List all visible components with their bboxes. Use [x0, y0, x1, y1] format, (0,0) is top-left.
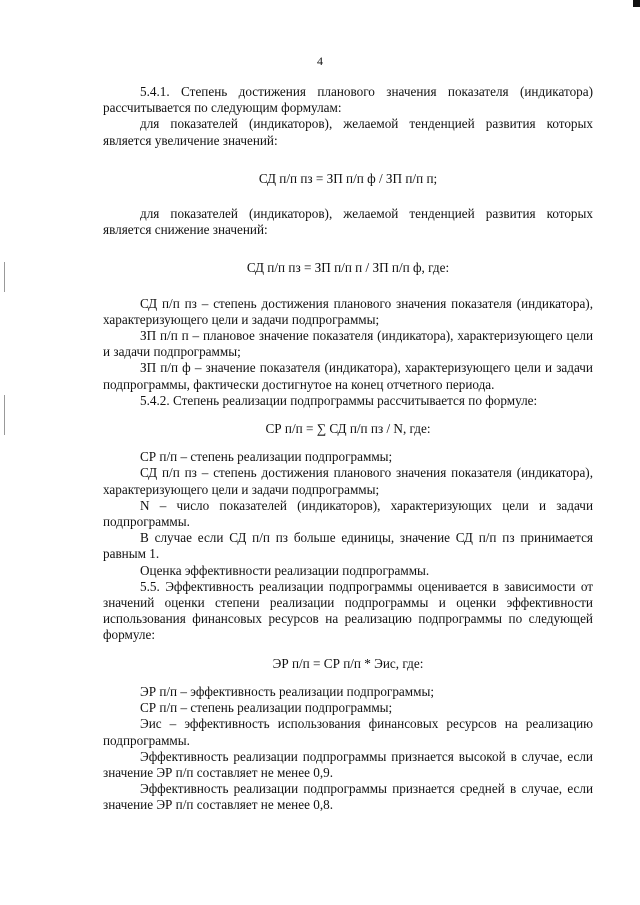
- paragraph: 5.4.1. Степень достижения планового значения показателя (индикатора) рассчитывается по следующим формулам:: [103, 84, 593, 116]
- paragraph: ЗП п/п п – плановое значение показателя (индикатора), характеризующего цели и задачи подпрограммы;: [103, 328, 593, 360]
- paragraph: 5.5. Эффективность реализации подпрограммы оценивается в зависимости от значений оценки степени реализации подпрограммы и оценки эффективности использования финансовых ресурсов на реализацию подпрограммы по следующей формуле:: [103, 578, 593, 643]
- paragraph: Эффективность реализации подпрограммы признается высокой в случае, если значение ЭР п/п составляет не менее 0,9.: [103, 748, 593, 780]
- paragraph: СР п/п – степень реализации подпрограммы;: [140, 449, 393, 465]
- formula: СД п/п пз = ЗП п/п ф / ЗП п/п п;: [258, 170, 438, 186]
- formula: СР п/п = ∑ СД п/п пз / N, где:: [265, 421, 431, 437]
- paragraph: ЭР п/п – эффективность реализации подпрограммы;: [140, 683, 434, 699]
- paragraph: В случае если СД п/п пз больше единицы, значение СД п/п пз принимается равным 1.: [103, 530, 593, 562]
- paragraph: Эис – эффективность использования финансовых ресурсов на реализацию подпрограммы.: [103, 716, 593, 748]
- paragraph: СР п/п – степень реализации подпрограммы;: [140, 700, 393, 716]
- paragraph: для показателей (индикаторов), желаемой тенденцией развития которых является увеличение значений:: [103, 116, 593, 148]
- formula: СД п/п пз = ЗП п/п п / ЗП п/п ф, где:: [246, 260, 450, 276]
- paragraph: 5.4.2. Степень реализации подпрограммы рассчитывается по формуле:: [140, 392, 538, 408]
- page-number: 4: [317, 54, 323, 68]
- scan-corner-mark: [633, 0, 640, 7]
- paragraph: СД п/п пз – степень достижения планового значения показателя (индикатора), характеризующего цели и задачи подпрограммы;: [103, 465, 593, 497]
- formula: ЭР п/п = СР п/п * Эис, где:: [272, 655, 424, 671]
- paragraph: для показателей (индикаторов), желаемой тенденцией развития которых является снижение значений:: [103, 206, 593, 238]
- paragraph: ЗП п/п ф – значение показателя (индикатора), характеризующего цели и задачи подпрограммы, фактически достигнутое на конец отчетного периода.: [103, 360, 593, 392]
- scan-edge-mark: [4, 262, 5, 292]
- scan-edge-mark: [4, 395, 5, 435]
- paragraph: Оценка эффективности реализации подпрограммы.: [140, 562, 430, 578]
- paragraph: Эффективность реализации подпрограммы признается средней в случае, если значение ЭР п/п составляет не менее 0,8.: [103, 781, 593, 813]
- paragraph: N – число показателей (индикаторов), характеризующих цели и задачи подпрограммы.: [103, 497, 593, 530]
- paragraph: СД п/п пз – степень достижения планового значения показателя (индикатора), характеризующего цели и задачи подпрограммы;: [103, 295, 593, 327]
- document-body: [103, 84, 593, 814]
